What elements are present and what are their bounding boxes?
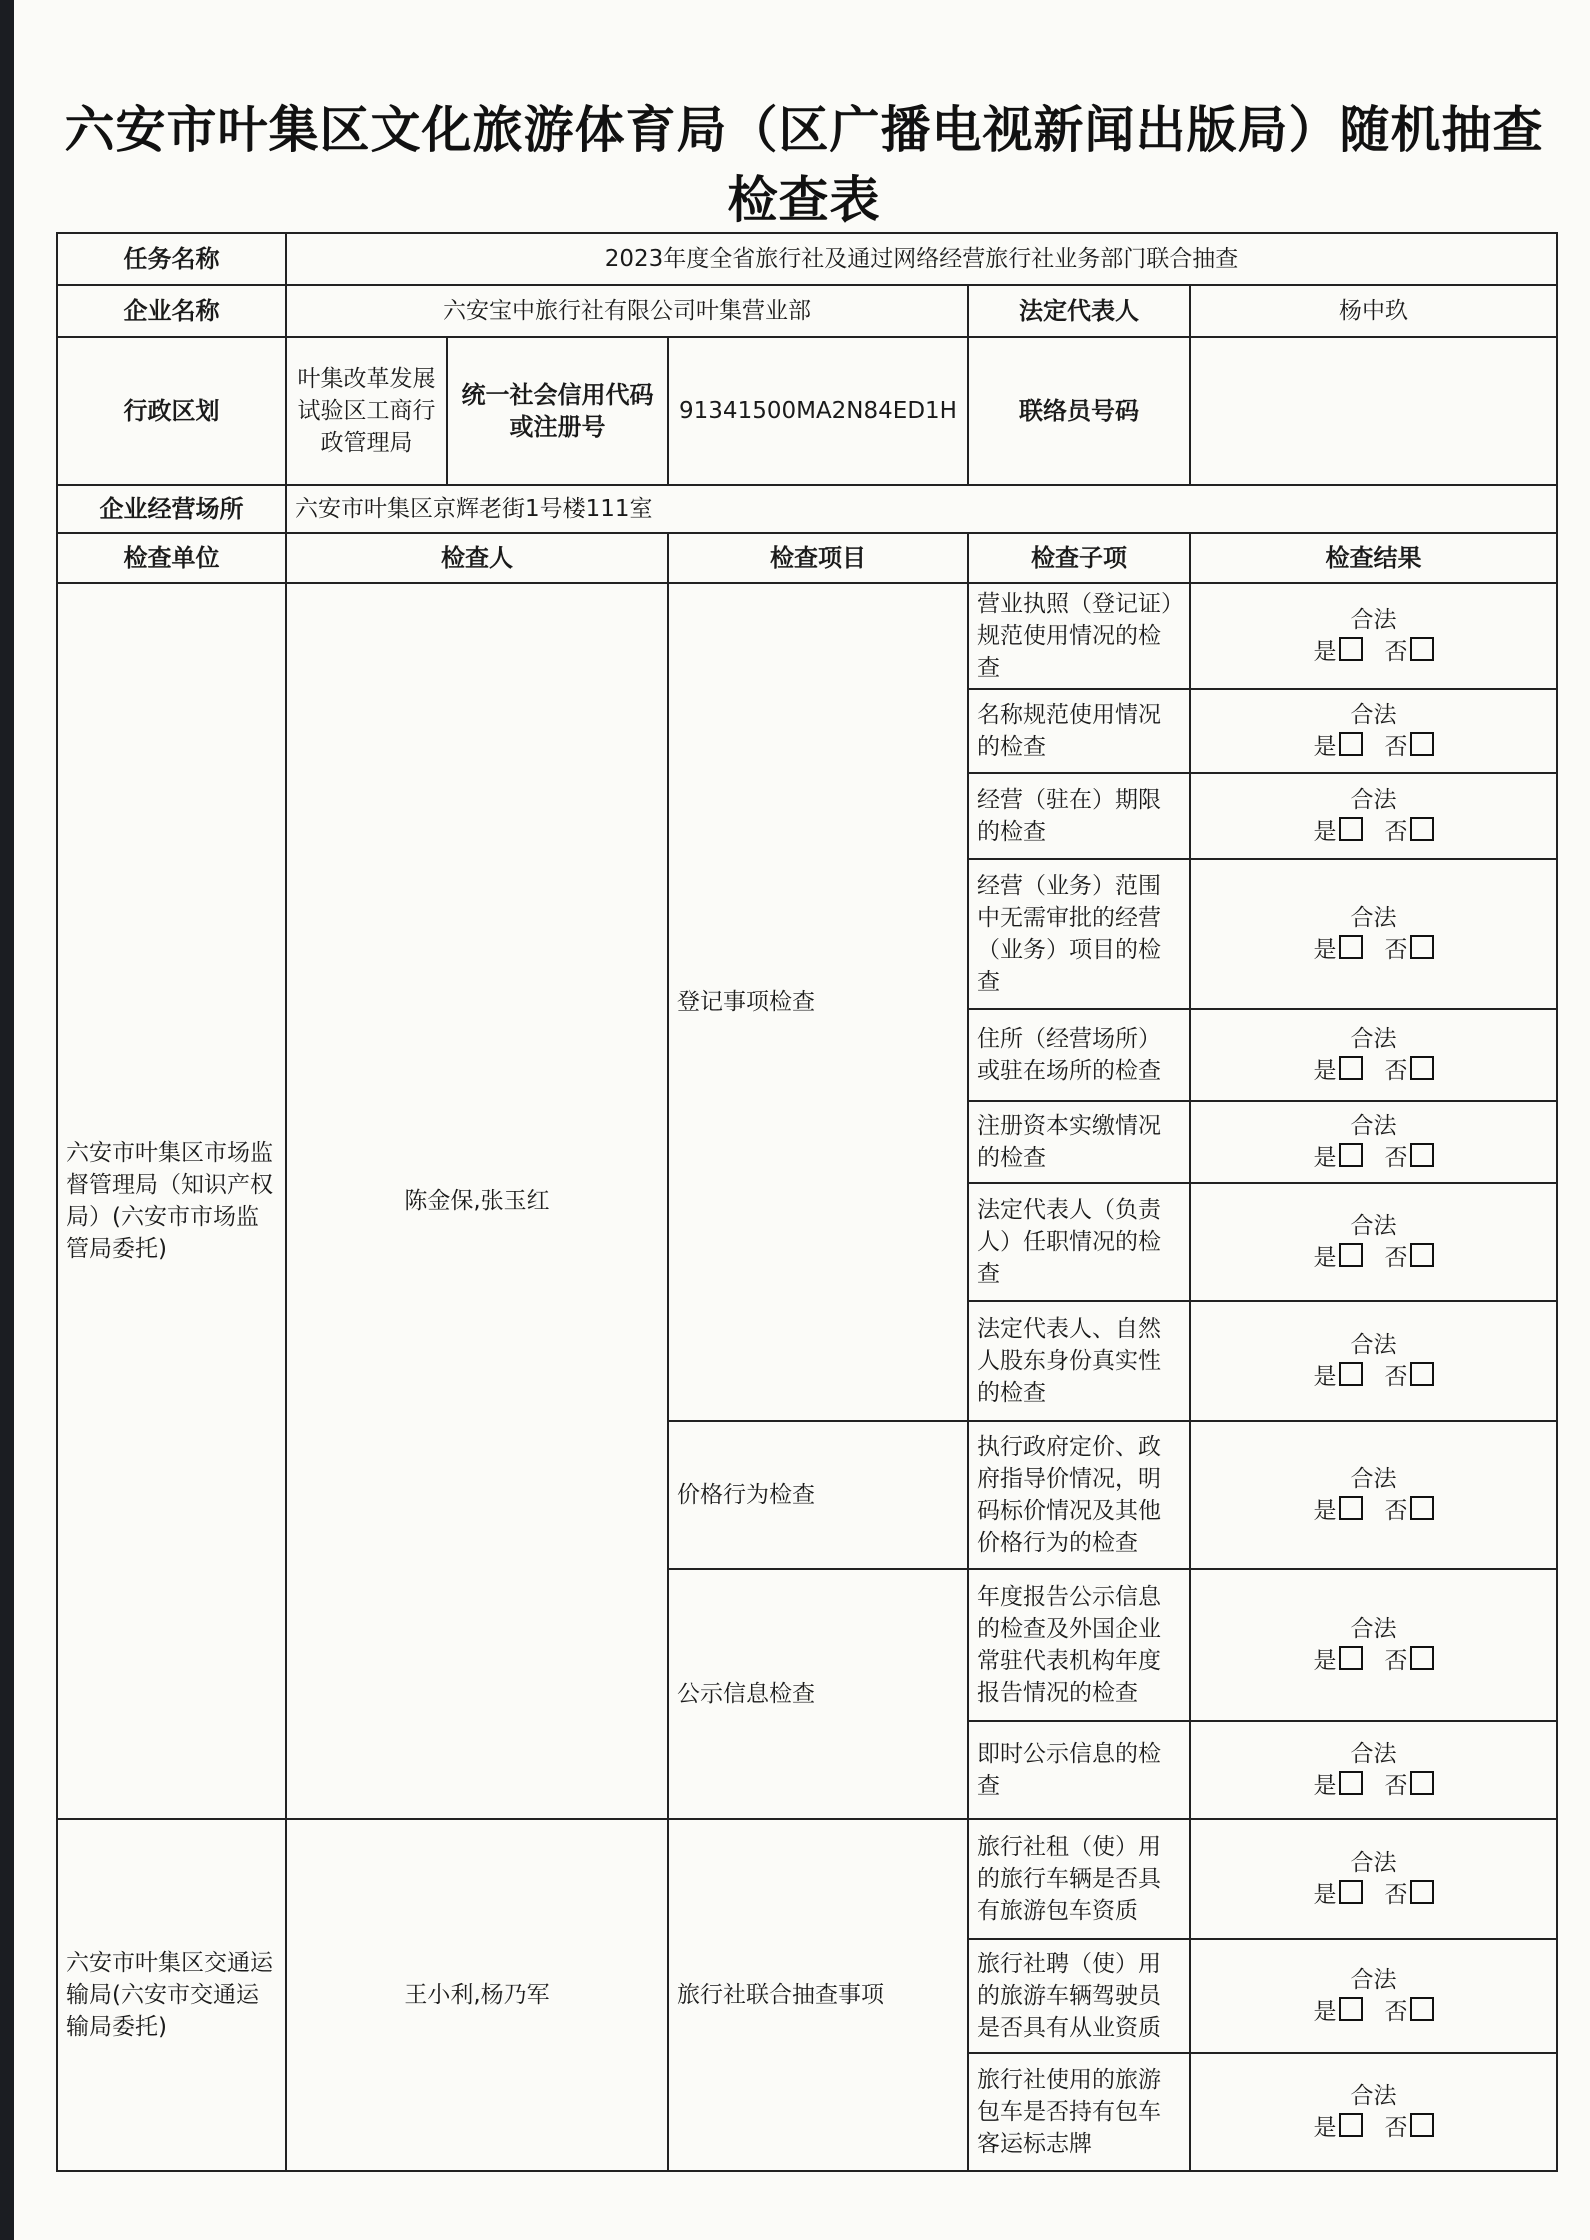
legal-label: 合法 <box>1350 1850 1397 1876</box>
inspection-result <box>1190 1569 1557 1721</box>
inspection-result <box>1190 1421 1557 1569</box>
inspection-subitem: 经营（业务）范围中无需审批的经营（业务）项目的检查 <box>968 859 1190 1009</box>
yes-label: 是 <box>1313 1145 1337 1171</box>
credit-code-label: 统一社会信用代码或注册号 <box>447 337 668 485</box>
col-result: 检查结果 <box>1190 533 1557 583</box>
no-checkbox[interactable] <box>1410 637 1434 661</box>
yes-label: 是 <box>1313 1882 1337 1908</box>
no-checkbox[interactable] <box>1410 732 1434 756</box>
inspection-subitem: 住所（经营场所）或驻在场所的检查 <box>968 1009 1190 1101</box>
company-value: 六安宝中旅行社有限公司叶集营业部 <box>286 285 968 337</box>
yes-checkbox[interactable] <box>1339 1997 1363 2021</box>
inspection-result <box>1190 1819 1557 1939</box>
no-checkbox[interactable] <box>1410 1880 1434 1904</box>
yes-label: 是 <box>1313 1058 1337 1084</box>
legal-label: 合法 <box>1350 787 1397 813</box>
yes-label: 是 <box>1313 1999 1337 2025</box>
inspection-subitem: 执行政府定价、政府指导价情况，明码标价情况及其他价格行为的检查 <box>968 1421 1190 1569</box>
column-header-row <box>57 533 1557 583</box>
address-row <box>57 485 1557 533</box>
inspection-subitem: 法定代表人（负责人）任职情况的检查 <box>968 1183 1190 1301</box>
yes-label: 是 <box>1313 1648 1337 1674</box>
legal-label: 合法 <box>1350 1466 1397 1492</box>
no-checkbox[interactable] <box>1410 1362 1434 1386</box>
inspection-result <box>1190 2053 1557 2171</box>
inspection-subitem: 经营（驻在）期限的检查 <box>968 773 1190 859</box>
address-label: 企业经营场所 <box>57 485 286 533</box>
yes-checkbox[interactable] <box>1339 732 1363 756</box>
no-label: 否 <box>1384 1245 1408 1271</box>
yes-label: 是 <box>1313 819 1337 845</box>
inspection-item: 价格行为检查 <box>668 1421 968 1569</box>
legal-label: 合法 <box>1350 905 1397 931</box>
no-label: 否 <box>1384 1364 1408 1390</box>
inspection-subitem: 即时公示信息的检查 <box>968 1721 1190 1819</box>
inspection-subitem: 法定代表人、自然人股东身份真实性的检查 <box>968 1301 1190 1421</box>
no-label: 否 <box>1384 2115 1408 2141</box>
region-row <box>57 337 1557 485</box>
company-label: 企业名称 <box>57 285 286 337</box>
legal-label: 合法 <box>1350 607 1397 633</box>
admin-region-label: 行政区划 <box>57 337 286 485</box>
col-unit: 检查单位 <box>57 533 286 583</box>
inspection-subitem: 年度报告公示信息的检查及外国企业常驻代表机构年度报告情况的检查 <box>968 1569 1190 1721</box>
no-checkbox[interactable] <box>1410 1143 1434 1167</box>
inspector-names: 王小利,杨乃军 <box>286 1819 668 2171</box>
legal-label: 合法 <box>1350 1332 1397 1358</box>
admin-region-value: 叶集改革发展试验区工商行政管理局 <box>286 337 447 485</box>
yes-label: 是 <box>1313 1498 1337 1524</box>
yes-label: 是 <box>1313 937 1337 963</box>
inspection-result <box>1190 1301 1557 1421</box>
inspection-unit: 六安市叶集区交通运输局(六安市交通运输局委托) <box>57 1819 286 2171</box>
inspection-subitem: 营业执照（登记证）规范使用情况的检查 <box>968 583 1190 689</box>
legal-rep-value: 杨中玖 <box>1190 285 1557 337</box>
no-label: 否 <box>1384 1145 1408 1171</box>
yes-checkbox[interactable] <box>1339 2113 1363 2137</box>
yes-checkbox[interactable] <box>1339 1880 1363 1904</box>
legal-label: 合法 <box>1350 1026 1397 1052</box>
inspection-result <box>1190 689 1557 773</box>
no-label: 否 <box>1384 937 1408 963</box>
no-label: 否 <box>1384 1882 1408 1908</box>
yes-label: 是 <box>1313 1245 1337 1271</box>
inspection-result <box>1190 773 1557 859</box>
yes-checkbox[interactable] <box>1339 1362 1363 1386</box>
address-value: 六安市叶集区京辉老街1号楼111室 <box>286 485 1557 533</box>
no-checkbox[interactable] <box>1410 1646 1434 1670</box>
inspection-subitem: 名称规范使用情况的检查 <box>968 689 1190 773</box>
liaison-phone-label: 联络员号码 <box>968 337 1190 485</box>
inspection-result <box>1190 1939 1557 2053</box>
inspection-item: 公示信息检查 <box>668 1569 968 1819</box>
inspection-result <box>1190 1183 1557 1301</box>
credit-code-value: 91341500MA2N84ED1H <box>668 337 968 485</box>
legal-label: 合法 <box>1350 702 1397 728</box>
liaison-phone-value <box>1190 337 1557 485</box>
task-row <box>57 233 1557 285</box>
no-label: 否 <box>1384 1999 1408 2025</box>
no-label: 否 <box>1384 734 1408 760</box>
yes-checkbox[interactable] <box>1339 935 1363 959</box>
table-row <box>57 1819 1557 1939</box>
document-page <box>14 0 1590 2240</box>
no-checkbox[interactable] <box>1410 1997 1434 2021</box>
yes-checkbox[interactable] <box>1339 1496 1363 1520</box>
inspection-subitem: 旅行社使用的旅游包车是否持有包车客运标志牌 <box>968 2053 1190 2171</box>
inspection-table <box>56 232 1558 2172</box>
legal-label: 合法 <box>1350 1741 1397 1767</box>
no-checkbox[interactable] <box>1410 1056 1434 1080</box>
inspection-item: 旅行社联合抽查事项 <box>668 1819 968 2171</box>
yes-checkbox[interactable] <box>1339 817 1363 841</box>
no-label: 否 <box>1384 1498 1408 1524</box>
inspection-item: 登记事项检查 <box>668 583 968 1421</box>
yes-label: 是 <box>1313 734 1337 760</box>
no-label: 否 <box>1384 819 1408 845</box>
no-checkbox[interactable] <box>1410 1496 1434 1520</box>
yes-checkbox[interactable] <box>1339 637 1363 661</box>
inspector-names: 陈金保,张玉红 <box>286 583 668 1819</box>
no-label: 否 <box>1384 1773 1408 1799</box>
yes-checkbox[interactable] <box>1339 1056 1363 1080</box>
no-label: 否 <box>1384 1058 1408 1084</box>
inspection-result <box>1190 1721 1557 1819</box>
yes-label: 是 <box>1313 2115 1337 2141</box>
inspection-result <box>1190 1101 1557 1183</box>
col-item: 检查项目 <box>668 533 968 583</box>
legal-label: 合法 <box>1350 1967 1397 1993</box>
yes-checkbox[interactable] <box>1339 1243 1363 1267</box>
no-label: 否 <box>1384 1648 1408 1674</box>
legal-label: 合法 <box>1350 1113 1397 1139</box>
yes-checkbox[interactable] <box>1339 1646 1363 1670</box>
yes-checkbox[interactable] <box>1339 1771 1363 1795</box>
company-row <box>57 285 1557 337</box>
legal-rep-label: 法定代表人 <box>968 285 1190 337</box>
inspection-subitem: 旅行社聘（使）用的旅游车辆驾驶员是否具有从业资质 <box>968 1939 1190 2053</box>
no-checkbox[interactable] <box>1410 817 1434 841</box>
col-subitem: 检查子项 <box>968 533 1190 583</box>
no-checkbox[interactable] <box>1410 2113 1434 2137</box>
page-title: 六安市叶集区文化旅游体育局（区广播电视新闻出版局）随机抽查检查表 <box>64 101 1544 229</box>
yes-label: 是 <box>1313 639 1337 665</box>
legal-label: 合法 <box>1350 1213 1397 1239</box>
inspection-result <box>1190 583 1557 689</box>
yes-label: 是 <box>1313 1773 1337 1799</box>
inspection-result <box>1190 859 1557 1009</box>
no-checkbox[interactable] <box>1410 935 1434 959</box>
yes-checkbox[interactable] <box>1339 1143 1363 1167</box>
legal-label: 合法 <box>1350 2083 1397 2109</box>
task-name-label: 任务名称 <box>57 233 286 285</box>
inspection-subitem: 旅行社租（使）用的旅行车辆是否具有旅游包车资质 <box>968 1819 1190 1939</box>
yes-label: 是 <box>1313 1364 1337 1390</box>
table-row <box>57 583 1557 689</box>
no-label: 否 <box>1384 639 1408 665</box>
inspection-unit: 六安市叶集区市场监督管理局（知识产权局）(六安市市场监管局委托) <box>57 583 286 1819</box>
no-checkbox[interactable] <box>1410 1243 1434 1267</box>
no-checkbox[interactable] <box>1410 1771 1434 1795</box>
task-name-value: 2023年度全省旅行社及通过网络经营旅行社业务部门联合抽查 <box>286 233 1557 285</box>
inspection-result <box>1190 1009 1557 1101</box>
legal-label: 合法 <box>1350 1616 1397 1642</box>
col-inspector: 检查人 <box>286 533 668 583</box>
inspection-subitem: 注册资本实缴情况的检查 <box>968 1101 1190 1183</box>
